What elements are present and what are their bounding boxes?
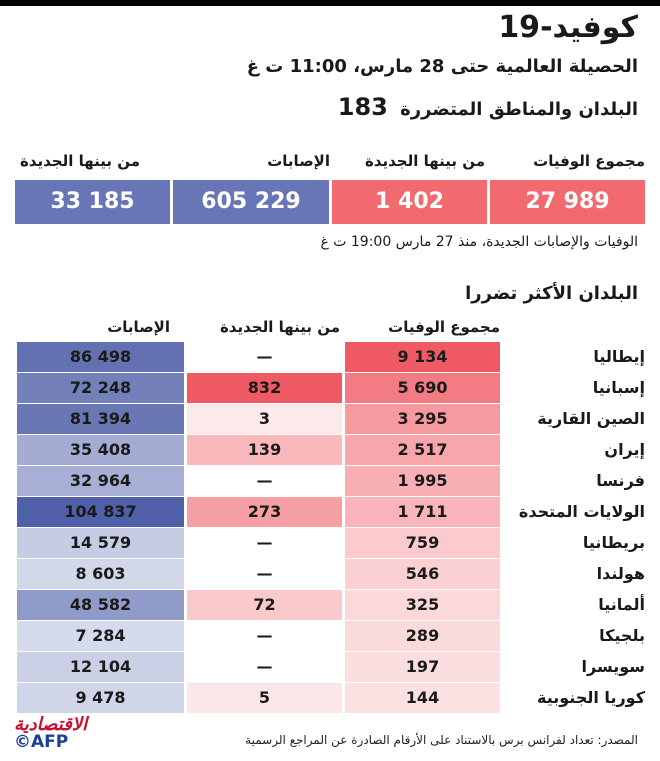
summary-total-deaths: 27 989 [490, 180, 645, 224]
cases-cell: 7 284 [17, 621, 184, 651]
cases-cell: 35 408 [17, 435, 184, 465]
table-row [17, 342, 645, 372]
summary-new-deaths: 1 402 [332, 180, 487, 224]
new-deaths-cell: 832 [187, 373, 342, 403]
total-deaths-cell: 546 [345, 559, 500, 589]
new-deaths-cell: — [187, 621, 342, 651]
total-deaths-cell: 289 [345, 621, 500, 651]
summary-labels [15, 152, 645, 176]
logo [14, 714, 124, 754]
cases-cell: 12 104 [17, 652, 184, 682]
total-deaths-cell: 1 711 [345, 497, 500, 527]
country-name: الصين القارية [537, 409, 645, 428]
publication-logo: الاقتصادية [14, 714, 88, 735]
new-deaths-cell: — [187, 559, 342, 589]
summary-cases: 605 229 [173, 180, 329, 224]
new-deaths-cell: 139 [187, 435, 342, 465]
total-deaths-cell: 759 [345, 528, 500, 558]
table-row [17, 373, 645, 403]
column-header-total-deaths: مجموع الوفيات [388, 318, 500, 336]
afp-logo: ©AFP [14, 732, 69, 752]
total-deaths-cell: 2 517 [345, 435, 500, 465]
country-name: ألمانيا [598, 595, 645, 614]
table-row [17, 466, 645, 496]
cases-cell: 86 498 [17, 342, 184, 372]
table-row [17, 528, 645, 558]
country-name: بلجيكا [599, 626, 645, 645]
total-deaths-cell: 9 134 [345, 342, 500, 372]
summary-row [15, 180, 645, 224]
total-deaths-cell: 144 [345, 683, 500, 713]
total-deaths-cell: 197 [345, 652, 500, 682]
cases-cell: 48 582 [17, 590, 184, 620]
affected-countries-count: 183 [337, 93, 388, 121]
new-deaths-cell: 5 [187, 683, 342, 713]
cases-cell: 81 394 [17, 404, 184, 434]
cases-cell: 32 964 [17, 466, 184, 496]
new-figures-note: الوفيات والإصابات الجديدة، منذ 27 مارس 19:00 ت غ [320, 234, 638, 250]
cases-cell: 9 478 [17, 683, 184, 713]
new-deaths-cell: 3 [187, 404, 342, 434]
country-name: إسبانيا [592, 378, 645, 397]
page-subtitle: الحصيلة العالمية حتى 28 مارس، 11:00 ت غ [246, 56, 638, 77]
total-deaths-cell: 1 995 [345, 466, 500, 496]
new-deaths-cell: — [187, 652, 342, 682]
summary-label-cases: الإصابات [267, 152, 330, 170]
country-name: إيران [604, 440, 645, 459]
column-header-cases: الإصابات [107, 318, 170, 336]
summary-label-new-deaths: من بينها الجديدة [364, 152, 485, 170]
cases-cell: 14 579 [17, 528, 184, 558]
cases-cell: 8 603 [17, 559, 184, 589]
table-row [17, 497, 645, 527]
table-row [17, 559, 645, 589]
section-title: البلدان الأكثر تضررا [465, 283, 638, 304]
country-name: هولندا [596, 564, 645, 583]
new-deaths-cell: 72 [187, 590, 342, 620]
country-name: إيطاليا [593, 347, 645, 366]
new-deaths-cell: 273 [187, 497, 342, 527]
top-bar [0, 0, 660, 6]
table-row [17, 404, 645, 434]
table-row [17, 621, 645, 651]
total-deaths-cell: 5 690 [345, 373, 500, 403]
new-deaths-cell: — [187, 342, 342, 372]
country-name: بريطانيا [582, 533, 645, 552]
table-row [17, 652, 645, 682]
new-deaths-cell: — [187, 466, 342, 496]
new-deaths-cell: — [187, 528, 342, 558]
page-title: كوفيد-19 [498, 10, 638, 45]
column-header-new-deaths: من بينها الجديدة [219, 318, 340, 336]
table-row [17, 590, 645, 620]
summary-label-new-cases: من بينها الجديدة [19, 152, 140, 170]
country-name: فرنسا [596, 471, 645, 490]
country-name: كوريا الجنوبية [537, 688, 645, 707]
summary-label-total-deaths: مجموع الوفيات [533, 152, 645, 170]
table-row [17, 435, 645, 465]
affected-countries-label: البلدان والمناطق المتضررة [400, 99, 638, 120]
source-note: المصدر: تعداد لفرانس برس بالاستناد على الأرقام الصادرة عن المراجع الرسمية [245, 733, 638, 747]
country-name: الولايات المتحدة [518, 502, 645, 521]
affected-countries [338, 93, 638, 121]
country-name: سويسرا [581, 657, 645, 676]
table-row [17, 683, 645, 713]
total-deaths-cell: 325 [345, 590, 500, 620]
cases-cell: 72 248 [17, 373, 184, 403]
summary-new-cases: 33 185 [15, 180, 170, 224]
cases-cell: 104 837 [17, 497, 184, 527]
total-deaths-cell: 3 295 [345, 404, 500, 434]
